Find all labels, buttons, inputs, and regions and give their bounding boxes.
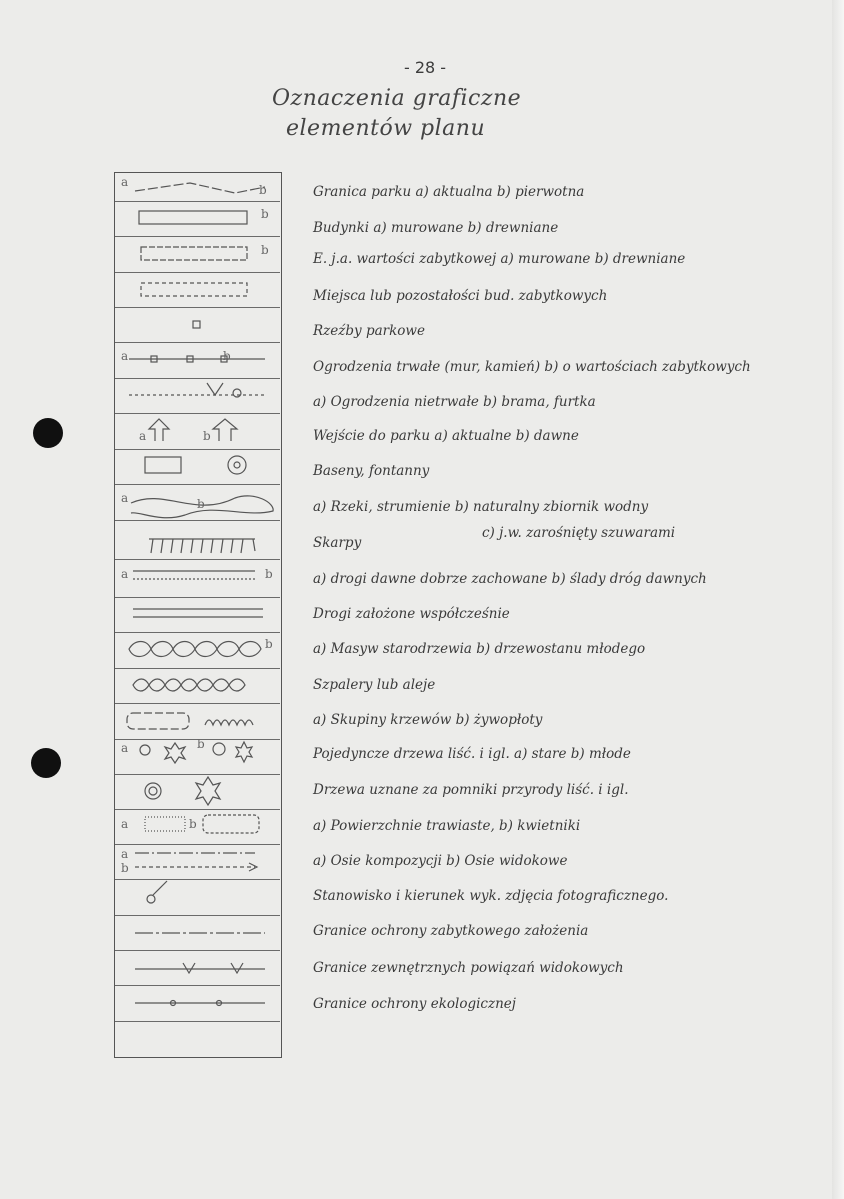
legend-item-11-extra: c) j.w. zarośnięty szuwarami — [482, 525, 676, 541]
title-line-1: Oznaczenia graficzne — [272, 86, 522, 111]
label-b: b — [259, 183, 267, 197]
legend-item-6: Ogrodzenia trwałe (mur, kamień) b) o wartościach zabytkowych — [313, 359, 751, 375]
legend-item-22: Granice ochrony zabytkowego założenia — [313, 923, 589, 939]
label-b: b — [121, 861, 129, 875]
page-edge — [832, 0, 844, 1199]
page-number: - 28 - — [404, 58, 447, 77]
legend-item-2: Budynki a) murowane b) drewniane — [313, 220, 559, 236]
legend-item-7: a) Ogrodzenia nietrwałe b) brama, furtka — [313, 394, 596, 410]
legend-symbols-drawing — [115, 173, 280, 1057]
legend-item-20: a) Osie kompozycji b) Osie widokowe — [313, 853, 568, 869]
legend-item-5: Rzeźby parkowe — [313, 323, 425, 339]
label-a: a — [121, 817, 129, 831]
title-line-2: elementów planu — [286, 116, 486, 141]
label-a: a — [121, 491, 129, 505]
legend-item-14: a) Masyw starodrzewia b) drzewostanu młodego — [313, 641, 646, 657]
legend-item-1: Granica parku a) aktualna b) pierwotna — [313, 184, 585, 200]
label-a: a — [139, 429, 147, 443]
label-b: b — [261, 207, 269, 221]
page-title — [272, 84, 521, 144]
legend-item-18: Drzewa uznane za pomniki przyrody liść. i igl. — [313, 782, 629, 798]
legend-item-19: a) Powierzchnie trawiaste, b) kwietniki — [313, 818, 581, 834]
label-a: a — [121, 349, 129, 363]
label-b: b — [197, 737, 205, 751]
legend-item-4: Miejsca lub pozostałości bud. zabytkowych — [313, 288, 608, 304]
legend-item-10: a) Rzeki, strumienie b) naturalny zbiornik wodny — [313, 499, 649, 515]
legend-item-15: Szpalery lub aleje — [313, 677, 436, 693]
legend-item-12: a) drogi dawne dobrze zachowane b) ślady dróg dawnych — [313, 571, 707, 587]
legend-item-17: Pojedyncze drzewa liść. i igl. a) stare b) młode — [313, 746, 631, 762]
label-b: b — [203, 429, 211, 443]
legend-item-23: Granice zewnętrznych powiązań widokowych — [313, 960, 624, 976]
punch-hole-top — [33, 418, 63, 448]
label-b: b — [265, 567, 273, 581]
legend-item-13: Drogi założone współcześnie — [313, 606, 510, 622]
label-b: b — [261, 243, 269, 257]
legend-symbol-column — [114, 172, 282, 1058]
legend-item-24: Granice ochrony ekologicznej — [313, 996, 516, 1012]
legend-item-3: E. j.a. wartości zabytkowej a) murowane b) drewniane — [313, 251, 686, 267]
label-a: a — [121, 847, 129, 861]
label-b: b — [197, 497, 205, 511]
legend-item-11: Skarpy — [313, 535, 362, 551]
legend-item-9: Baseny, fontanny — [313, 463, 430, 479]
label-a: a — [121, 175, 129, 189]
label-b: b — [265, 637, 273, 651]
legend-item-8: Wejście do parku a) aktualne b) dawne — [313, 428, 579, 444]
label-a: a — [121, 741, 129, 755]
label-b: b — [223, 349, 231, 363]
legend-item-16: a) Skupiny krzewów b) żywopłoty — [313, 712, 543, 728]
legend-item-21: Stanowisko i kierunek wyk. zdjęcia fotograficznego. — [313, 888, 669, 904]
label-a: a — [121, 567, 129, 581]
label-b: b — [189, 817, 197, 831]
punch-hole-bottom — [31, 748, 61, 778]
